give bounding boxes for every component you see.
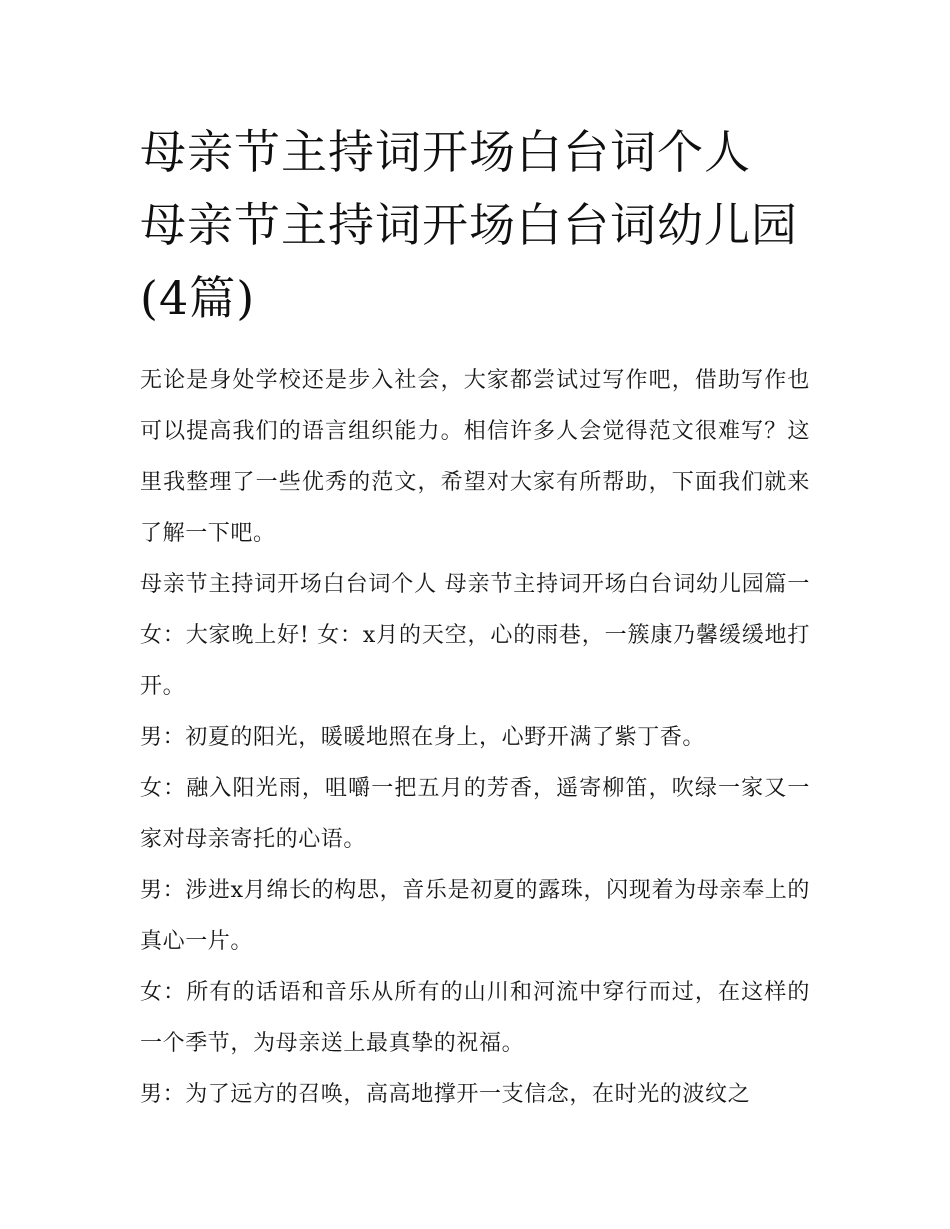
document-body — [140, 355, 810, 1120]
paragraph-male-1: 男：初夏的阳光，暖暖地照在身上，心野开满了紫丁香。 — [140, 725, 706, 750]
document-title: 母亲节主持词开场白台词个人 母亲节主持词开场白台词幼儿园(4篇) — [140, 125, 798, 325]
paragraph-female-1: 女：融入阳光雨，咀嚼一把五月的芳香，遥寄柳笛，吹绿一家又一家对母亲寄托的心语。 — [140, 776, 810, 852]
paragraph-male-2: 男：涉进x月绵长的构思，音乐是初夏的露珠，闪现着为母亲奉上的真心一片。 — [140, 878, 810, 954]
paragraph-section-one: 母亲节主持词开场白台词个人 母亲节主持词开场白台词幼儿园篇一 女：大家晚上好! 女：x月的天空，心的雨巷，一簇康乃馨缓缓地打开。 — [140, 572, 810, 699]
paragraph-intro: 无论是身处学校还是步入社会，大家都尝试过写作吧，借助写作也可以提高我们的语言组织能力。相信许多人会觉得范文很难写？这里我整理了一些优秀的范文，希望对大家有所帮助，下面我们就来了解一下吧。 — [140, 368, 810, 546]
document-content — [140, 116, 810, 1120]
paragraph-female-2: 女：所有的话语和音乐从所有的山川和河流中穿行而过，在这样的一个季节，为母亲送上最真挚的祝福。 — [140, 980, 810, 1056]
paragraph-male-3: 男：为了远方的召唤，高高地撑开一支信念，在时光的波纹之 — [140, 1082, 751, 1107]
